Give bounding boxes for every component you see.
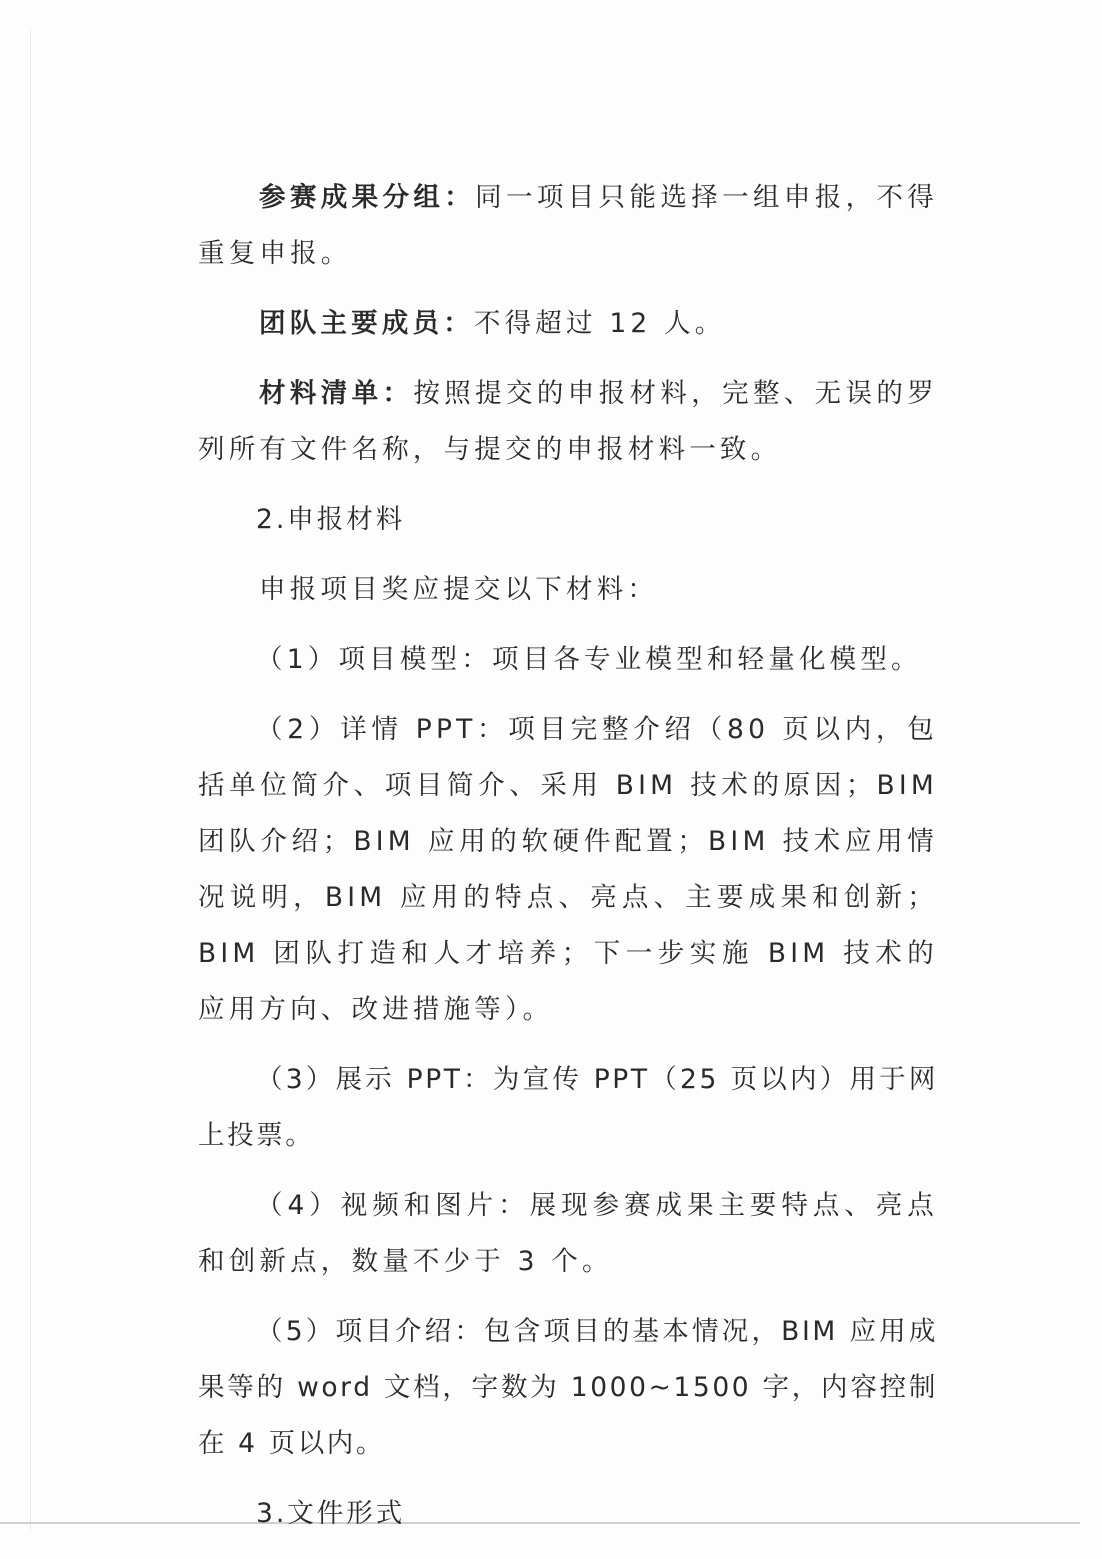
paragraph-team-text: 不得超过 12 人。 [473,308,726,339]
section-2-heading: 2.申报材料 [256,504,406,535]
section-2-item-2: （2）详情 PPT：项目完整介绍（80 页以内，包括单位简介、项目简介、采用 BIM 技术的原因；BIM 团队介绍；BIM 应用的软硬件配置；BIM 技术应用情况说明，BIM 应用的特点、亮点、主要成果和创新；BIM 团队打造和人才培养；下一步实施 BIM 技术的应用方向、改进措施等）。 [198,714,938,1025]
document-body [198,170,938,1542]
paragraph-materials-list-text: 按照提交的申报材料，完整、无误的罗列所有文件名称，与提交的申报材料一致。 [198,378,938,465]
section-2-item-5: （5）项目介绍：包含项目的基本情况，BIM 应用成果等的 word 文档，字数为 1000~1500 字，内容控制在 4 页以内。 [198,1316,938,1459]
section-2-item-3: （3）展示 PPT：为宣传 PPT（25 页以内）用于网上投票。 [198,1064,938,1151]
section-3-heading: 3.文件形式 [256,1498,406,1529]
section-2-intro: 申报项目奖应提交以下材料： [259,574,659,605]
scan-edge-left [30,30,31,1530]
paragraph-materials-list [198,366,938,478]
paragraph-group-text: 同一项目只能选择一组申报，不得重复申报。 [198,182,939,269]
paragraph-group-lead: 参赛成果分组： [259,182,476,213]
section-2-item-1: （1）项目模型：项目各专业模型和轻量化模型。 [256,644,922,675]
paragraph-team-lead: 团队主要成员： [259,308,474,339]
paragraph-team [198,296,938,352]
section-2-item-4: （4）视频和图片：展现参赛成果主要特点、亮点和创新点，数量不少于 3 个。 [198,1190,938,1277]
paragraph-materials-list-lead: 材料清单： [259,378,414,409]
paragraph-group [198,170,938,282]
